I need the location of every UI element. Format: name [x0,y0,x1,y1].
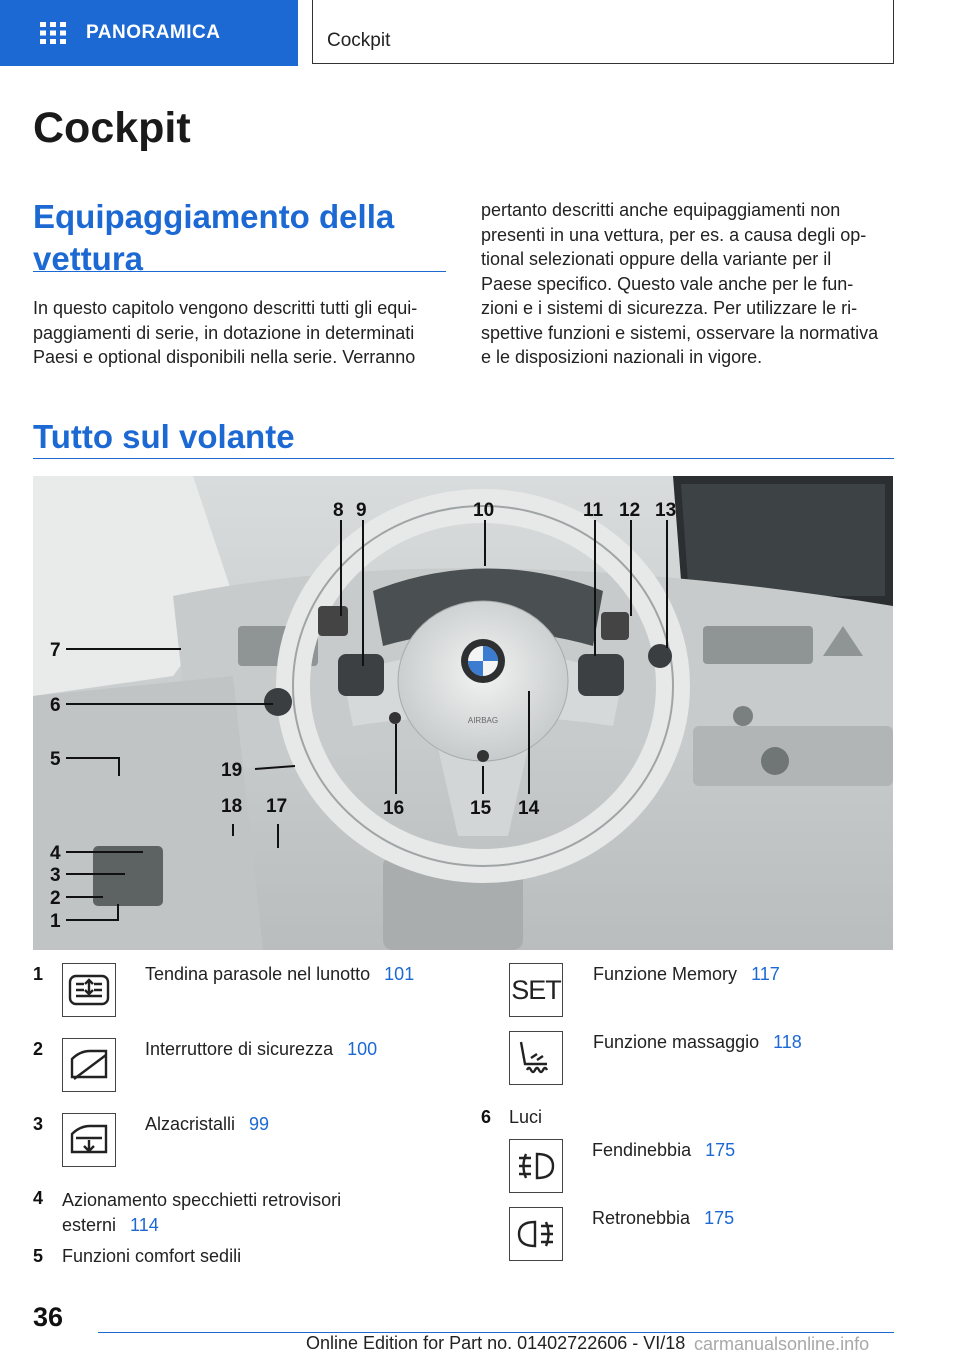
callout-4: 4 [50,843,61,864]
right-wheel-buttons [578,654,624,696]
legend-label: Fendinebbia [592,1140,692,1160]
callout-9: 9 [356,500,367,521]
cockpit-illustration [33,476,893,950]
legend-label: Funzione Memory [593,964,738,984]
overview-nav-button[interactable] [0,0,298,66]
page-link[interactable]: 100 [347,1039,378,1059]
breadcrumb-label: Cockpit [327,30,391,51]
start-button [648,644,672,668]
page-title: Cockpit [33,104,191,152]
text-line: e le disposizioni nazionali in vigore. [481,347,763,367]
legend-entry-3 [145,1114,269,1135]
callout-13: 13 [655,500,677,521]
page-link[interactable]: 99 [249,1114,270,1134]
legend-entry-rear-fog [592,1208,734,1229]
legend-entry-1 [145,964,414,985]
page-header [0,0,960,66]
legend-entry-2 [145,1039,377,1060]
legend-entry-massage [593,1032,802,1053]
callout-5: 5 [50,749,61,770]
callout-19: 19 [221,760,243,781]
legend-entry-memory [593,964,780,985]
page-link[interactable]: 175 [705,1140,736,1160]
breadcrumb[interactable] [312,0,894,64]
seat-massage-icon [509,1031,563,1085]
page-link[interactable]: 175 [704,1208,735,1228]
rear-sunblind-icon [62,963,116,1017]
legend-entry-front-fog [592,1140,735,1161]
callout-1: 1 [50,911,61,932]
legend-entry-4 [62,1188,341,1238]
page-link[interactable]: 101 [384,964,415,984]
horn-button [389,712,401,724]
legend-number: 3 [33,1114,44,1134]
light-switch [264,688,292,716]
section-rule [33,271,446,272]
legend-label: esterni [62,1215,117,1235]
climate-panel [693,726,893,786]
callout-6: 6 [50,695,61,716]
right-stalk [601,612,629,640]
callout-3: 3 [50,865,61,886]
callout-14: 14 [518,798,540,819]
legend-entry-5 [62,1246,241,1267]
safety-switch-icon [62,1038,116,1092]
page-link[interactable]: 118 [773,1032,802,1052]
text-line: In questo capitolo vengono descritti tutti gli equi- [33,298,418,318]
nav-label: PANORAMICA [86,22,221,43]
intro-text-right [481,198,896,370]
legend-label: Luci [509,1107,543,1127]
legend-label: Retronebbia [592,1208,691,1228]
window-switch-panel [93,846,163,906]
set-memory-icon [509,963,563,1017]
text-line: paggiamenti di serie, in dotazione in determinati [33,322,415,343]
callout-15: 15 [470,798,492,819]
legend-number: 1 [33,964,44,984]
watermark: carmanualsonline.info [694,1334,870,1354]
edition-text: Online Edition for Part no. 01402722606 - VI/18 [306,1333,686,1353]
legend-number: 6 [481,1107,492,1127]
legend-label: Funzione massaggio [593,1032,760,1052]
legend-label: Interruttore di sicurezza [145,1039,334,1059]
callout-8: 8 [333,500,344,521]
callout-7: 7 [50,640,61,661]
brand-logo-icon [461,639,505,683]
left-stalk [318,606,348,636]
section-title-equipment [33,196,394,280]
airbag-label: AIRBAG [467,716,499,725]
power-window-icon [62,1113,116,1167]
climate-knob [761,747,789,775]
text-line: Paesi e optional disponibili nella serie. Verranno [33,347,416,367]
callout-10: 10 [473,500,495,521]
volume-knob [733,706,753,726]
text-line: pertanto descritti anche equipaggiamenti non [481,200,841,220]
section-title-line: vettura [33,240,144,277]
legend-number: 2 [33,1039,44,1059]
text-line: tional selezionati oppure della variante per il [481,249,832,269]
page-number: 36 [33,1302,64,1332]
set-icon-text: SET [511,974,561,1005]
legend-number: 5 [33,1246,44,1266]
callout-2: 2 [50,888,61,909]
page-link[interactable]: 114 [130,1215,159,1235]
grid-menu-icon [40,22,66,44]
legend-label: Funzioni comfort sedili [62,1246,242,1266]
callout-18: 18 [221,796,243,817]
callout-12: 12 [619,500,641,521]
left-wheel-buttons [338,654,384,696]
page-link[interactable]: 117 [751,964,780,984]
text-line: presenti in una vettura, per es. a causa degli op- [481,224,867,245]
callout-17: 17 [266,796,288,817]
section-rule [33,458,894,459]
rear-fog-light-icon [509,1207,563,1261]
text-line: spettive funzioni e sistemi, osservare la normativa [481,322,879,343]
legend-label: Azionamento specchietti retrovisori [62,1190,342,1210]
lower-wheel-button [477,750,489,762]
intro-text-left [33,296,448,370]
display-glass [681,484,885,596]
section-title-steering: Tutto sul volante [33,418,295,455]
callout-16: 16 [383,798,405,819]
front-fog-light-icon [509,1139,563,1193]
legend-entry-6 [509,1107,542,1128]
legend-label: Tendina parasole nel lunotto [145,964,371,984]
text-line: zioni e i sistemi di sicurezza. Per utilizzare le ri- [481,298,858,318]
section-title-line: Equipaggiamento della [33,198,395,235]
text-line: Paese specifico. Questo vale anche per le fun- [481,273,854,294]
callout-11: 11 [583,500,604,521]
legend-number: 4 [33,1188,44,1208]
legend-label: Alzacristalli [145,1114,236,1134]
